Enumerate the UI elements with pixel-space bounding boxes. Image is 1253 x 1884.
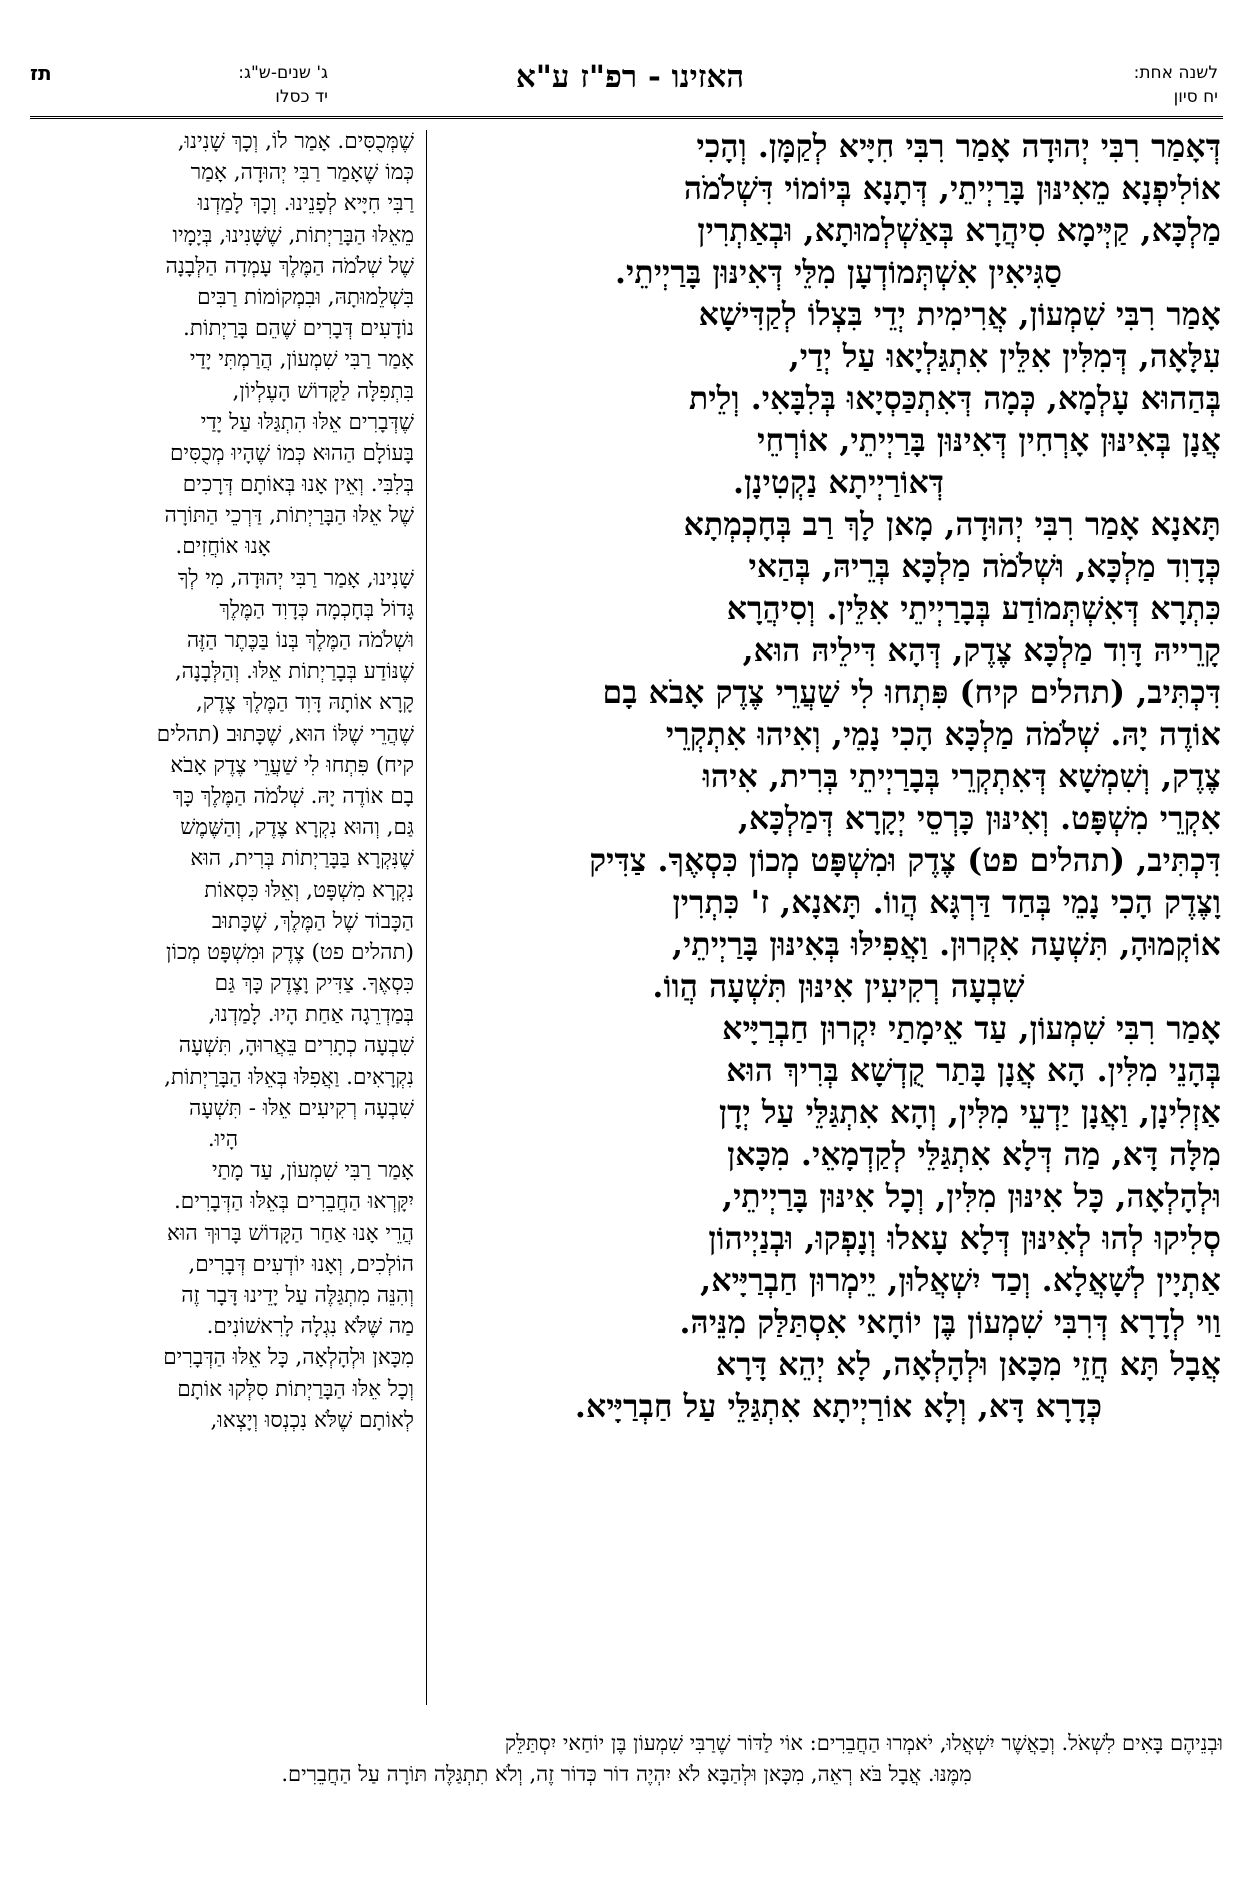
translation-line: נִקְרָא מִשְׁפָּט, וְאֵלּוּ כִּסְאוֹת [204,877,414,903]
header-left-date: יד כסלו [275,87,328,107]
translation-line: בָּעוֹלָם הַהוּא כְּמוֹ שֶׁהָיוּ מְכֻסִּים [170,440,414,466]
translation-line: בִּשְׁלֵמוּתָהּ, וּבִמְקוֹמוֹת רַבִּים [197,284,414,310]
translation-line: הַכָּבוֹד שֶׁל הַמֶּלֶךְ, שֶׁכָּתוּב [211,908,414,934]
translation-line: וְכָל אֵלּוּ הַבָּרַיְתוֹת סִלְּקוּ אוֹתָם [177,1376,414,1402]
translation-line: הוֹלְכִים, וְאָנוּ יוֹדְעִים דְּבָרִים, [188,1251,414,1277]
translation-line: קָרָא אוֹתָהּ דָּוִד הַמֶּלֶךְ צֶדֶק, [195,690,414,716]
translation-line: לְאוֹתָם שֶׁלֹּא נִכְנְסוּ וְיָצְאוּ, [210,1407,414,1433]
translation-line: שֶׁל אֵלּוּ הַבָּרַיְתוֹת, דַּרְכֵי הַתּוֹרָה [164,503,414,529]
header-right-date: יח סיון [1173,87,1218,107]
translation-line: בְּלִבִּי. וְאֵין אָנוּ בְּאוֹתָם דְּרָכִים [182,472,414,498]
main-text-line: שִׁבְעָה רְקִיעִין אִינּוּן תִּשְׁעָה הֲווֹ. [652,968,1025,1005]
main-text-line: דִּכְתִּיב, (תהלים קיח) פִּתְחוּ לִי שַׁעֲרֵי צֶדֶק אָבֹא בָם [602,674,1221,711]
main-text-line: אוֹקְמוּהָ, תִּשְׁעָה אִקְרוּן. וַאֲפִילּוּ בְּאִינּוּן בָּרַיְיתֵי, [671,926,1221,963]
translation-line: יִקָּרְאוּ הַחֲבֵרִים בְּאֵלּוּ הַדְּבָרִים. [173,1189,414,1215]
translation-line: אָנוּ אוֹחֲזִים. [175,534,271,560]
main-text-line: דְּאָמַר רִבִּי יְהוּדָה אָמַר רִבִּי חִיָּיא לְקַמָּן. וְהָכִי [696,128,1221,165]
translation-line: אָמַר רַבִּי שִׁמְעוֹן, עַד מָתַי [211,1158,414,1184]
main-text-line: בְּהָנֵי מִלִּין. הָא אֲנָן בָּתַר קֻדְשָׁא בְּרִיךְ הוּא [726,1052,1221,1089]
translation-line: שֶׁנִּקְרָא בַּבָּרַיְתוֹת בְּרִית, הוּא [190,846,414,872]
translation-line: כִּסְאֶךָ. צַדִּיק וָצֶדֶק כָּךְ גַּם [214,971,414,997]
translation-line: בָם אוֹדֶה יָהּ. שְׁלֹמֹה הַמֶּלֶךְ כָּךְ [172,783,414,809]
main-text-line: כְּדָוִד מַלְכָּא, וּשְׁלֹמֹה מַלְכָּא בְּרֵיהּ, בְּהַאי [748,548,1221,585]
translation-line: קיח) פִּתְחוּ לִי שַׁעֲרֵי צֶדֶק אָבֹא [170,752,414,778]
main-text-line: אוֹלִיפְנָא מֵאִינּוּן בָּרַיְיתֵי, דְּתָנָא בְּיוֹמוֹי דִּשְׁלֹמֹה [683,170,1221,207]
translation-line: מֵאֵלּוּ הַבָּרַיְתוֹת, שֶׁשָּׁנִינוּ, בְּיָמָיו [172,222,414,248]
translation-line: שֶׁמְּכֻסִּים. אָמַר לוֹ, וְכָךְ שָׁנִינוּ, [177,129,414,154]
main-text-line: אֲנָן בְּאִינּוּן אָרְחִין דְּאִינּוּן בָּרַיְיתֵי, אוֹרְחֵי [757,422,1221,459]
translation-line: שֶׁנּוֹדַע בְּבָרַיְתוֹת אֵלּוּ. וְהַלְּבָנָה, [174,659,414,685]
main-text-line: וַוי לְדָרָא דְּרִבִּי שִׁמְעוֹן בֶּן יוֹחָאי אִסְתַּלַּק מִנֵּיהּ. [679,1304,1221,1341]
translation-line: נִקְרָאִים. וַאֲפִלּוּ בְּאֵלּוּ הַבָּרַיְתוֹת, [164,1064,414,1090]
main-text-line: אִקְרֵי מִשְׁפָּט. וְאִינּוּן כָּרְסֵי יְקָרָא דְּמַלְכָּא, [737,800,1221,837]
translation-line: שִׁבְעָה רְקִיעִים אֵלּוּ - תִּשְׁעָה [189,1095,414,1121]
footer-line: וּבְנֵיהֶם בָּאִים לִשְׁאֹל. וְכַאֲשֶׁר יִשְׁאֲלוּ, יֹאמְרוּ הַחֲבֵרִים: אוֹי לַדּוֹר שֶׁרַבִּי שִׁמְעוֹן בֶּן יוֹחַאי יִסְתַּלֵּק [504,1731,1223,1755]
translation-line: רַבִּי חִיָּיא לְפָנֵינוּ. וְכָךְ לָמַדְנוּ [197,191,414,217]
main-text-line: אָמַר רִבִּי שִׁמְעוֹן, עַד אֵימָתַי יִקְרוּן חַבְרַיָּיא [722,1010,1221,1047]
translation-line: גַּם, וְהוּא נִקְרָא צֶדֶק, וְהַשֶּׁמֶשׁ [180,815,414,841]
header-rule [30,116,1223,119]
main-text-line: סַגִּיאִין אִשְׁתְּמוֹדְעָן מִלֵּי דְּאִינּוּן בָּרַיְיתֵי. [614,254,1063,291]
main-text-line: קָרֵייהּ דָּוִד מַלְכָּא צֶדֶק, דְּהָא דִּילֵיהּ הוּא, [742,632,1221,669]
translation-line: מִכָּאן וּלְהָלְאָה, כָּל אֵלּוּ הַדְּבָרִים [163,1345,414,1371]
translation-line: נוֹדָעִים דְּבָרִים שֶׁהֵם בָּרַיְתוֹת. [183,316,414,342]
translation-line: וּשְׁלֹמֹה הַמֶּלֶךְ בְּנוֹ בַּכֶּתֶר הַזֶּה [186,628,414,653]
translation-line: שָׁנִינוּ, אָמַר רַבִּי יְהוּדָה, מִי לְךָ [177,565,414,591]
translation-line: שֶׁהֲרֵי שֶׁלּוֹ הוּא, שֶׁכָּתוּב (תהלים [156,721,414,747]
translation-column [32,126,414,1726]
translation-line: בְּמַדְרֵגָה אַחַת הָיוּ. לָמַדְנוּ, [208,1002,414,1028]
main-text-line: אַתְיָין לְשָׁאֲלָא. וְכַד יִשְׁאֲלוּן, יֵימְרוּן חַבְרַיָּיא, [700,1262,1221,1299]
page-header [30,55,1223,115]
translation-line: בִּתְפִלָּה לַקָּדוֹשׁ הָעֶלְיוֹן, [232,378,414,404]
column-divider [426,130,427,1705]
page-title: האזינו - רפ"ז ע"א [515,59,745,95]
main-text-line: תָּאנָא אָמַר רִבִּי יְהוּדָה, מָאן לָךְ רַב בְּחָכְמְתָא [683,506,1221,543]
main-text-column [456,126,1221,1726]
translation-line: גָּדוֹל בְּחָכְמָה כְּדָוִד הַמֶּלֶךְ [219,596,414,622]
translation-line: (תהלים פט) צֶדֶק וּמִשְׁפָּט מְכוֹן [165,939,414,965]
translation-line: הָיוּ. [207,1127,239,1152]
main-text-line: מַלְכָּא, קַיְּימָא סִיהֲרָא בְּאַשְׁלְמוּתָא, וּבְאַתְרִין [697,212,1221,249]
translation-line: כְּמוֹ שֶׁאָמַר רַבִּי יְהוּדָה, אָמַר [190,160,414,186]
main-text-line: דִּכְתִּיב, (תהלים פט) צֶדֶק וּמִשְׁפָּט מְכוֹן כִּסְאֶךָ. צַדִּיק [589,842,1221,879]
main-text-line: אוֹדֶה יָהּ. שְׁלֹמֹה מַלְכָּא הָכִי נָמֵי, וְאִיהוּ אִתְקְרֵי [665,716,1221,753]
header-right-block [1134,61,1218,109]
header-right-label: לשנה אחת: [1133,63,1218,83]
translation-line: שִׁבְעָה כְתָרִים בֵּאֲרוּהָ, תִּשְׁעָה [178,1033,414,1059]
translation-line: וְהִנֵּה מִתְגַּלֶּה עַל יָדֵינוּ דָּבָר זֶה [181,1282,414,1308]
translation-line: הֲרֵי אָנוּ אַחַר הַקָּדוֹשׁ בָּרוּךְ הוּא [166,1220,414,1246]
main-text-line: אֲבָל תָּא חֲזֵי מִכָּאן וּלְהָלְאָה, לָא יְהֵא דָּרָא [715,1346,1221,1383]
main-text-line: דְּאוֹרַיְיתָא נַקְטִינָן. [732,464,945,501]
main-text-line: כִּתְרָא דְּאִשְׁתְּמוֹדַע בְּבָרַיְיתֵי אִלֵּין. וְסִיהֲרָא [726,590,1221,627]
footer-text [30,1728,1223,1790]
main-text-line: מִלָּה דָּא, מַה דְּלָא אִתְגַּלֵּי לְקַדְמָאֵי. מִכָּאן [727,1136,1221,1173]
translation-line: שֶׁל שְׁלֹמֹה הַמֶּלֶךְ עָמְדָה הַלְּבָנָה [165,253,414,279]
main-text-line: סְלִיקוּ לְהוּ לְאִינּוּן דְּלָא עָאלוּ וְנָפְקוּ, וּבְנַיְיהוֹן [708,1220,1221,1257]
main-text-line: צֶדֶק, וְשִׁמְשָׁא דְּאִתְקְרֵי בְּבָרַיְיתֵי בְּרִית, אִיהוּ [702,758,1221,795]
main-text-line: אַזְלִינָן, וַאֲנָן יַדְעֵי מִלִּין, וְהָא אִתְגַּלֵּי עַל יְדָן [719,1094,1221,1131]
translation-line: שֶׁדְּבָרִים אֵלּוּ הִתְגַּלּוּ עַל יָדַי [200,409,414,435]
main-text-line: בְּהַהוּא עָלְמָא, כְּמָה דְּאִתְכַּסְיָאוּ בְּלִבָּאִי. וְלֵית [688,380,1221,417]
translation-line: מַה שֶּׁלֹּא נִגְלָה לָרִאשׁוֹנִים. [206,1314,414,1340]
main-text-line: וָצֶדֶק הָכִי נָמֵי בְּחַד דַּרְגָּא הֲווֹ. תָּאנָא, ז' כִּתְרִין [672,884,1221,921]
main-text-line: אָמַר רִבִּי שִׁמְעוֹן, אֲרִימִית יְדֵי בִּצְלוֹ לְקַדִּישָׁא [698,296,1221,333]
header-left-label: ג' שנים-ש"ג: [238,63,328,83]
page-number: תז [30,61,52,85]
footer-line: מִמֶּנּוּ. אֲבָל בֹּא רְאֵה, מִכָּאן וּלְהַבָּא לֹא יִהְיֶה דוֹר כְּדוֹר זֶה, וְלֹא תִתְגַּלֶּה תּוֹרָה עַל הַחֲבֵרִים. [281,1762,972,1786]
translation-line: אָמַר רַבִּי שִׁמְעוֹן, הֲרַמְתִּי יָדַי [189,347,414,373]
main-text-line: כְּדָרָא דָּא, וְלָא אוֹרַיְיתָא אִתְגַּלֵּי עַל חַבְרַיָּיא. [574,1388,1103,1425]
main-text-line: וּלְהָלְאָה, כָּל אִינּוּן מִלִּין, וְכָל אִינּוּן בָּרַיְיתֵי, [722,1178,1221,1215]
main-text-line: עִלָּאָה, דְּמִלִּין אִלֵּין אִתְגַּלְיָאוּ עַל יְדַי, [788,338,1221,375]
